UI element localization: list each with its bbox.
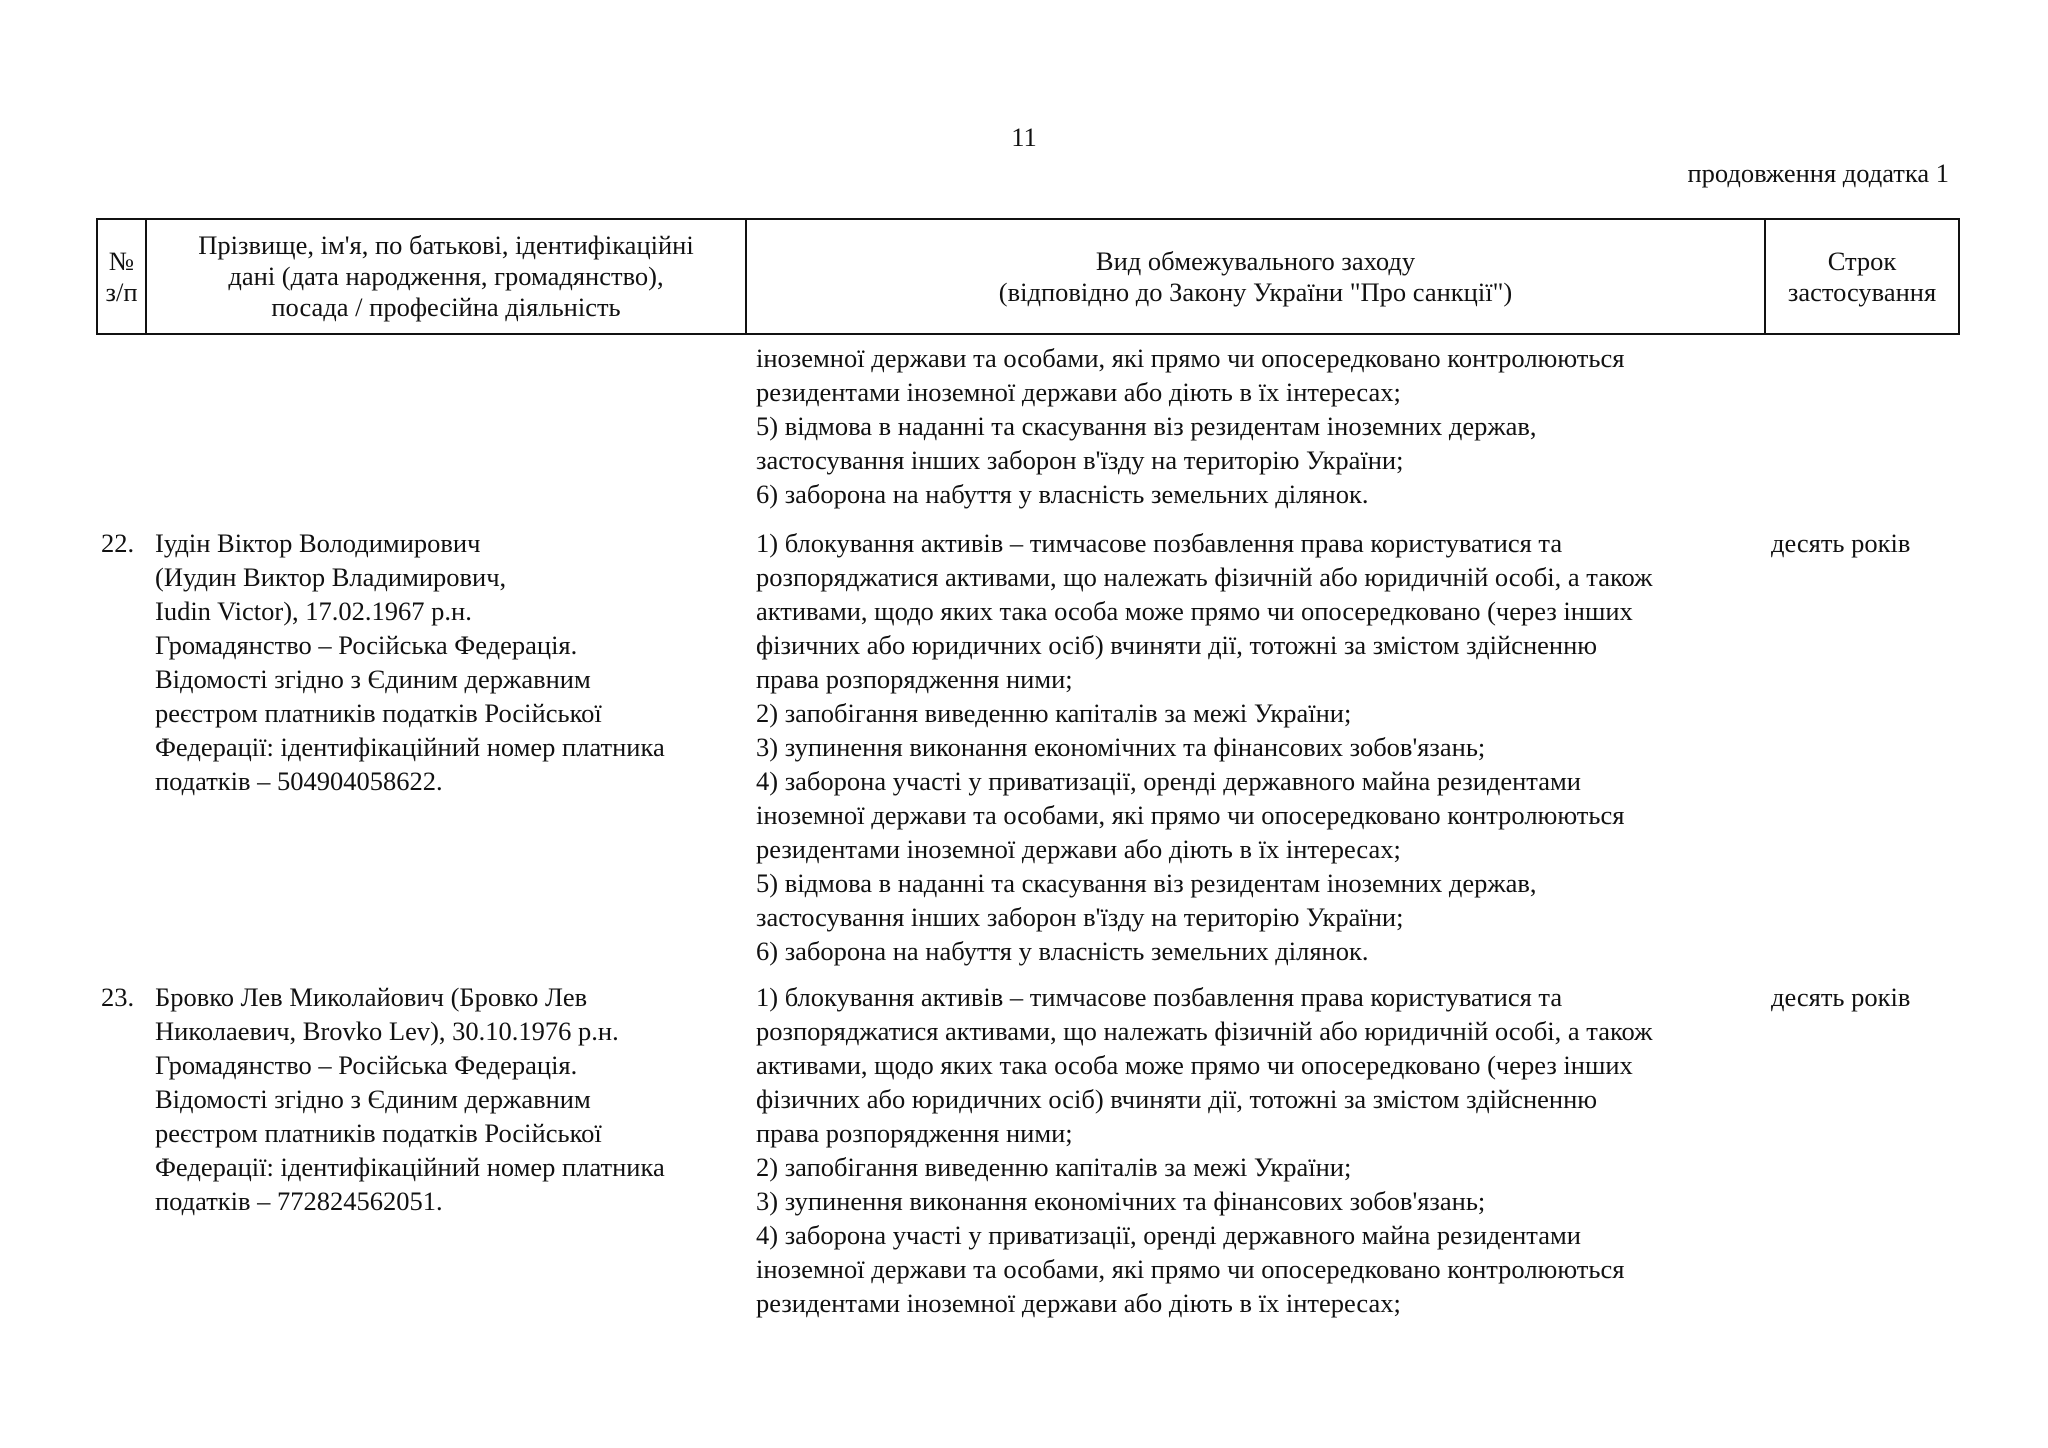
measure-line: 5) відмова в наданні та скасування віз резидентам іноземних держав,: [756, 411, 1537, 441]
measure-line: застосування інших заборон в'їзду на територію України;: [756, 445, 1404, 475]
measure-line: розпоряджатися активами, що належать фізичній або юридичній особі, а також: [756, 1016, 1653, 1046]
measure-line: фізичних або юридичних осіб) вчиняти дії, тотожні за змістом здійсненню: [756, 1084, 1598, 1114]
person-line: Николаевич, Brovko Lev), 30.10.1976 р.н.: [155, 1016, 619, 1046]
header-name-line: дані (дата народження, громадянство),: [228, 261, 664, 291]
header-cell-number: [97, 219, 146, 334]
measure-line: 1) блокування активів – тимчасове позбавлення права користуватися та: [756, 982, 1563, 1012]
person-line: (Иудин Виктор Владимирович,: [155, 562, 507, 592]
person-line: Iudin Victor), 17.02.1967 р.н.: [155, 596, 472, 626]
header-name-line: посада / професійна діяльність: [271, 292, 621, 322]
table-header: [96, 218, 1960, 335]
entry-term: десять років: [1771, 528, 1911, 558]
person-line: Бровко Лев Миколайович (Бровко Лев: [155, 982, 588, 1012]
person-line: Відомості згідно з Єдиним державним: [155, 664, 591, 694]
header-name-line: Прізвище, ім'я, по батькові, ідентифікаційні: [198, 230, 694, 260]
measure-line: резидентами іноземної держави або діють в їх інтересах;: [756, 377, 1401, 407]
measure-line: 3) зупинення виконання економічних та фінансових зобов'язань;: [756, 732, 1486, 762]
header-number-line: з/п: [105, 276, 138, 307]
header-measure-line: (відповідно до Закону України "Про санкції"): [998, 276, 1513, 307]
measure-line: 5) відмова в наданні та скасування віз резидентам іноземних держав,: [756, 868, 1537, 898]
measure-line: розпоряджатися активами, що належать фізичній або юридичній особі, а також: [756, 562, 1653, 592]
person-line: податків – 504904058622.: [155, 766, 443, 796]
header-cell-term: [1765, 219, 1959, 334]
measure-line: резидентами іноземної держави або діють в їх інтересах;: [756, 834, 1401, 864]
continuation-measures: [756, 341, 1756, 511]
measure-line: 2) запобігання виведенню капіталів за межі України;: [756, 698, 1352, 728]
measure-line: активами, щодо яких така особа може прямо чи опосередковано (через інших: [756, 596, 1633, 626]
measure-line: іноземної держави та особами, які прямо чи опосередковано контролюються: [756, 800, 1625, 830]
measure-line: 6) заборона на набуття у власність земельних ділянок.: [756, 479, 1369, 509]
entry-number: 22.: [101, 528, 135, 558]
person-line: Федерації: ідентифікаційний номер платника: [155, 732, 665, 762]
measure-line: 4) заборона участі у приватизації, оренді державного майна резидентами: [756, 1220, 1581, 1250]
measure-line: активами, щодо яких така особа може прямо чи опосередковано (через інших: [756, 1050, 1633, 1080]
person-line: Громадянство – Російська Федерація.: [155, 1050, 578, 1080]
header-cell-measure: [746, 219, 1765, 334]
person-line: Громадянство – Російська Федерація.: [155, 630, 578, 660]
person-line: Відомості згідно з Єдиним державним: [155, 1084, 591, 1114]
page-number: 11: [1011, 122, 1037, 152]
entry-term: десять років: [1771, 982, 1911, 1012]
header-measure-line: Вид обмежувального заходу: [1095, 245, 1416, 276]
person-line: реєстром платників податків Російської: [155, 698, 602, 728]
measure-line: фізичних або юридичних осіб) вчиняти дії, тотожні за змістом здійсненню: [756, 630, 1598, 660]
header-number-line: №: [108, 245, 135, 276]
appendix-continuation-note: продовження додатка 1: [1687, 158, 1949, 188]
measure-line: застосування інших заборон в'їзду на територію України;: [756, 902, 1404, 932]
measure-line: права розпорядження ними;: [756, 664, 1073, 694]
entry-person-details: [155, 980, 745, 1218]
measure-line: резидентами іноземної держави або діють в їх інтересах;: [756, 1288, 1401, 1318]
measure-line: іноземної держави та особами, які прямо чи опосередковано контролюються: [756, 1254, 1625, 1284]
measure-line: 2) запобігання виведенню капіталів за межі України;: [756, 1152, 1352, 1182]
measure-line: 1) блокування активів – тимчасове позбавлення права користуватися та: [756, 528, 1563, 558]
entry-measures: [756, 526, 1766, 968]
measure-line: іноземної держави та особами, які прямо чи опосередковано контролюються: [756, 343, 1625, 373]
header-term-line: застосування: [1787, 276, 1937, 307]
person-line: податків – 772824562051.: [155, 1186, 443, 1216]
entry-measures: [756, 980, 1766, 1320]
measure-line: права розпорядження ними;: [756, 1118, 1073, 1148]
person-line: Федерації: ідентифікаційний номер платника: [155, 1152, 665, 1182]
header-term-line: Строк: [1827, 245, 1897, 276]
person-line: Іудін Віктор Володимирович: [155, 528, 481, 558]
measure-line: 4) заборона участі у приватизації, оренді державного майна резидентами: [756, 766, 1581, 796]
person-line: реєстром платників податків Російської: [155, 1118, 602, 1148]
entry-number: 23.: [101, 982, 135, 1012]
measure-line: 6) заборона на набуття у власність земельних ділянок.: [756, 936, 1369, 966]
header-cell-name: [146, 219, 746, 334]
measure-line: 3) зупинення виконання економічних та фінансових зобов'язань;: [756, 1186, 1486, 1216]
entry-person-details: [155, 526, 745, 798]
